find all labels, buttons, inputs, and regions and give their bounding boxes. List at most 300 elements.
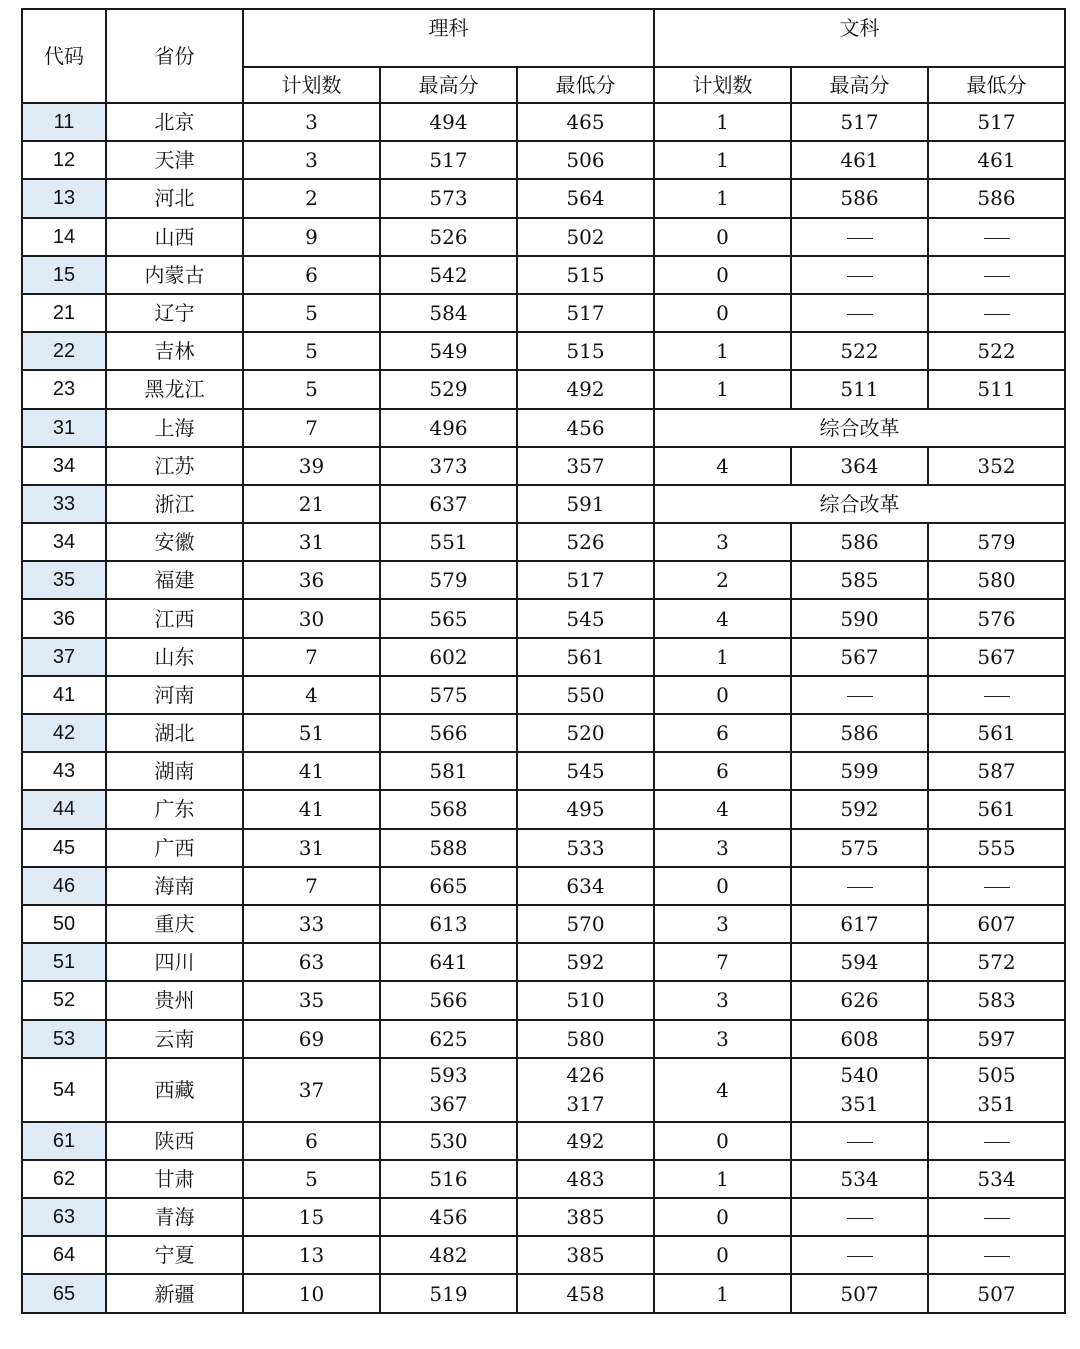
arts-plan-cell: 3 bbox=[654, 829, 791, 867]
header-science-plan: 计划数 bbox=[243, 67, 380, 103]
arts-min-cell: 587 bbox=[928, 752, 1065, 790]
arts-plan-cell: 1 bbox=[654, 370, 791, 408]
science-plan-cell: 41 bbox=[243, 752, 380, 790]
province-code-cell: 44 bbox=[22, 790, 106, 828]
province-code-cell: 36 bbox=[22, 599, 106, 637]
table-row bbox=[22, 332, 1065, 370]
arts-min-cell bbox=[928, 867, 1065, 905]
science-max-cell: 602 bbox=[380, 638, 517, 676]
science-min-cell: 492 bbox=[517, 1122, 654, 1160]
province-name-cell: 广西 bbox=[106, 829, 243, 867]
science-max-cell: 566 bbox=[380, 981, 517, 1019]
province-code-cell: 33 bbox=[22, 485, 106, 523]
province-name-cell: 新疆 bbox=[106, 1274, 243, 1312]
table-row bbox=[22, 409, 1065, 447]
science-plan-cell: 2 bbox=[243, 179, 380, 217]
province-name-cell: 重庆 bbox=[106, 905, 243, 943]
province-name-cell: 山东 bbox=[106, 638, 243, 676]
table-row bbox=[22, 1160, 1065, 1198]
arts-min-cell bbox=[928, 218, 1065, 256]
province-code-cell: 53 bbox=[22, 1020, 106, 1058]
province-name-cell: 青海 bbox=[106, 1198, 243, 1236]
science-min-cell: 561 bbox=[517, 638, 654, 676]
admission-score-table bbox=[21, 8, 1066, 1314]
province-name-cell: 北京 bbox=[106, 103, 243, 141]
arts-max-cell: 586 bbox=[791, 179, 928, 217]
arts-plan-cell: 7 bbox=[654, 943, 791, 981]
arts-max-cell: 626 bbox=[791, 981, 928, 1019]
arts-min-cell: 461 bbox=[928, 141, 1065, 179]
science-min-cell: 517 bbox=[517, 561, 654, 599]
science-plan-cell: 13 bbox=[243, 1236, 380, 1274]
arts-plan-cell: 0 bbox=[654, 294, 791, 332]
dash-mark bbox=[847, 314, 873, 315]
science-max-cell: 641 bbox=[380, 943, 517, 981]
science-max-cell: 373 bbox=[380, 447, 517, 485]
arts-max-cell: 522 bbox=[791, 332, 928, 370]
province-code-cell: 41 bbox=[22, 676, 106, 714]
arts-min-cell: 561 bbox=[928, 790, 1065, 828]
science-max-cell: 456 bbox=[380, 1198, 517, 1236]
science-plan-cell: 31 bbox=[243, 829, 380, 867]
science-plan-cell: 69 bbox=[243, 1020, 380, 1058]
science-max-cell: 519 bbox=[380, 1274, 517, 1312]
science-max-cell: 526 bbox=[380, 218, 517, 256]
science-plan-cell: 35 bbox=[243, 981, 380, 1019]
province-name-cell: 江西 bbox=[106, 599, 243, 637]
table-row bbox=[22, 714, 1065, 752]
table-row bbox=[22, 981, 1065, 1019]
arts-plan-cell: 0 bbox=[654, 676, 791, 714]
science-min-cell: 385 bbox=[517, 1236, 654, 1274]
arts-min-cell bbox=[928, 1122, 1065, 1160]
province-name-cell: 甘肃 bbox=[106, 1160, 243, 1198]
province-code-cell: 54 bbox=[22, 1058, 106, 1122]
table-row bbox=[22, 1236, 1065, 1274]
table-row bbox=[22, 676, 1065, 714]
arts-min-cell: 597 bbox=[928, 1020, 1065, 1058]
table-row bbox=[22, 447, 1065, 485]
science-max-cell: 568 bbox=[380, 790, 517, 828]
arts-min-cell: 583 bbox=[928, 981, 1065, 1019]
arts-min-cell: 586 bbox=[928, 179, 1065, 217]
province-code-cell: 14 bbox=[22, 218, 106, 256]
header-arts-plan: 计划数 bbox=[654, 67, 791, 103]
arts-max-cell bbox=[791, 294, 928, 332]
arts-plan-cell: 1 bbox=[654, 1274, 791, 1312]
arts-max-cell: 594 bbox=[791, 943, 928, 981]
province-name-cell: 吉林 bbox=[106, 332, 243, 370]
arts-plan-cell: 0 bbox=[654, 867, 791, 905]
arts-min-cell: 517 bbox=[928, 103, 1065, 141]
science-max-cell: 581 bbox=[380, 752, 517, 790]
province-name-cell: 内蒙古 bbox=[106, 256, 243, 294]
arts-min-cell: 555 bbox=[928, 829, 1065, 867]
science-min-cell: 550 bbox=[517, 676, 654, 714]
science-plan-cell: 9 bbox=[243, 218, 380, 256]
arts-max-cell: 511 bbox=[791, 370, 928, 408]
arts-max-cell: 586 bbox=[791, 523, 928, 561]
header-arts-min: 最低分 bbox=[928, 67, 1065, 103]
science-max-cell: 593 367 bbox=[380, 1058, 517, 1122]
science-plan-cell: 7 bbox=[243, 638, 380, 676]
table-row bbox=[22, 103, 1065, 141]
province-code-cell: 61 bbox=[22, 1122, 106, 1160]
arts-min-cell: 561 bbox=[928, 714, 1065, 752]
comprehensive-reform-cell: 综合改革 bbox=[654, 485, 1065, 523]
arts-max-cell bbox=[791, 218, 928, 256]
table-row bbox=[22, 867, 1065, 905]
province-code-cell: 43 bbox=[22, 752, 106, 790]
arts-plan-cell: 4 bbox=[654, 447, 791, 485]
arts-min-cell bbox=[928, 294, 1065, 332]
science-max-cell: 637 bbox=[380, 485, 517, 523]
province-name-cell: 江苏 bbox=[106, 447, 243, 485]
science-plan-cell: 51 bbox=[243, 714, 380, 752]
arts-max-cell: 567 bbox=[791, 638, 928, 676]
province-code-cell: 12 bbox=[22, 141, 106, 179]
science-plan-cell: 30 bbox=[243, 599, 380, 637]
arts-plan-cell: 3 bbox=[654, 523, 791, 561]
arts-min-cell: 507 bbox=[928, 1274, 1065, 1312]
science-max-cell: 517 bbox=[380, 141, 517, 179]
dash-mark bbox=[847, 238, 873, 239]
arts-max-cell: 617 bbox=[791, 905, 928, 943]
science-min-cell: 526 bbox=[517, 523, 654, 561]
science-min-cell: 456 bbox=[517, 409, 654, 447]
table-row bbox=[22, 599, 1065, 637]
arts-max-cell: 590 bbox=[791, 599, 928, 637]
province-code-cell: 21 bbox=[22, 294, 106, 332]
arts-max-cell bbox=[791, 1236, 928, 1274]
science-max-cell: 566 bbox=[380, 714, 517, 752]
science-min-cell: 506 bbox=[517, 141, 654, 179]
province-code-cell: 34 bbox=[22, 523, 106, 561]
science-max-cell: 665 bbox=[380, 867, 517, 905]
arts-min-cell: 567 bbox=[928, 638, 1065, 676]
science-plan-cell: 3 bbox=[243, 141, 380, 179]
province-code-cell: 13 bbox=[22, 179, 106, 217]
science-max-cell: 579 bbox=[380, 561, 517, 599]
table-row bbox=[22, 294, 1065, 332]
arts-min-cell: 579 bbox=[928, 523, 1065, 561]
science-min-cell: 495 bbox=[517, 790, 654, 828]
province-name-cell: 湖北 bbox=[106, 714, 243, 752]
arts-max-cell: 540 351 bbox=[791, 1058, 928, 1122]
science-plan-cell: 15 bbox=[243, 1198, 380, 1236]
dash-mark bbox=[984, 1142, 1010, 1143]
arts-plan-cell: 1 bbox=[654, 103, 791, 141]
dash-mark bbox=[847, 887, 873, 888]
arts-min-cell: 534 bbox=[928, 1160, 1065, 1198]
arts-max-cell: 517 bbox=[791, 103, 928, 141]
arts-max-cell: 461 bbox=[791, 141, 928, 179]
arts-min-cell: 505 351 bbox=[928, 1058, 1065, 1122]
science-min-cell: 458 bbox=[517, 1274, 654, 1312]
province-name-cell: 海南 bbox=[106, 867, 243, 905]
arts-max-cell: 592 bbox=[791, 790, 928, 828]
province-name-cell: 河南 bbox=[106, 676, 243, 714]
province-code-cell: 65 bbox=[22, 1274, 106, 1312]
table-body bbox=[22, 103, 1065, 1313]
science-max-cell: 625 bbox=[380, 1020, 517, 1058]
province-code-cell: 35 bbox=[22, 561, 106, 599]
science-plan-cell: 5 bbox=[243, 1160, 380, 1198]
table-row bbox=[22, 1274, 1065, 1312]
table-row bbox=[22, 179, 1065, 217]
science-max-cell: 529 bbox=[380, 370, 517, 408]
science-max-cell: 573 bbox=[380, 179, 517, 217]
table-row bbox=[22, 752, 1065, 790]
province-code-cell: 51 bbox=[22, 943, 106, 981]
arts-max-cell: 507 bbox=[791, 1274, 928, 1312]
table-row bbox=[22, 256, 1065, 294]
arts-max-cell bbox=[791, 256, 928, 294]
science-plan-cell: 41 bbox=[243, 790, 380, 828]
table-row bbox=[22, 638, 1065, 676]
science-min-cell: 465 bbox=[517, 103, 654, 141]
header-science-max: 最高分 bbox=[380, 67, 517, 103]
science-max-cell: 584 bbox=[380, 294, 517, 332]
arts-plan-cell: 3 bbox=[654, 981, 791, 1019]
province-code-cell: 31 bbox=[22, 409, 106, 447]
province-name-cell: 上海 bbox=[106, 409, 243, 447]
arts-max-cell: 364 bbox=[791, 447, 928, 485]
science-min-cell: 564 bbox=[517, 179, 654, 217]
arts-plan-cell: 1 bbox=[654, 1160, 791, 1198]
province-code-cell: 23 bbox=[22, 370, 106, 408]
province-code-cell: 11 bbox=[22, 103, 106, 141]
table-row bbox=[22, 523, 1065, 561]
science-min-cell: 591 bbox=[517, 485, 654, 523]
arts-min-cell: 580 bbox=[928, 561, 1065, 599]
province-name-cell: 天津 bbox=[106, 141, 243, 179]
arts-max-cell: 608 bbox=[791, 1020, 928, 1058]
science-plan-cell: 7 bbox=[243, 867, 380, 905]
arts-min-cell: 576 bbox=[928, 599, 1065, 637]
table-row bbox=[22, 943, 1065, 981]
arts-plan-cell: 1 bbox=[654, 332, 791, 370]
province-code-cell: 45 bbox=[22, 829, 106, 867]
comprehensive-reform-cell: 综合改革 bbox=[654, 409, 1065, 447]
science-plan-cell: 5 bbox=[243, 332, 380, 370]
arts-max-cell bbox=[791, 1122, 928, 1160]
arts-min-cell: 572 bbox=[928, 943, 1065, 981]
science-min-cell: 592 bbox=[517, 943, 654, 981]
science-plan-cell: 7 bbox=[243, 409, 380, 447]
science-min-cell: 520 bbox=[517, 714, 654, 752]
science-min-cell: 515 bbox=[517, 256, 654, 294]
science-plan-cell: 39 bbox=[243, 447, 380, 485]
header-arts-max: 最高分 bbox=[791, 67, 928, 103]
table-row bbox=[22, 829, 1065, 867]
dash-mark bbox=[984, 1256, 1010, 1257]
science-min-cell: 533 bbox=[517, 829, 654, 867]
province-code-cell: 62 bbox=[22, 1160, 106, 1198]
arts-max-cell bbox=[791, 676, 928, 714]
province-name-cell: 河北 bbox=[106, 179, 243, 217]
arts-min-cell bbox=[928, 1236, 1065, 1274]
dash-mark bbox=[984, 276, 1010, 277]
arts-plan-cell: 4 bbox=[654, 1058, 791, 1122]
province-code-cell: 42 bbox=[22, 714, 106, 752]
science-max-cell: 496 bbox=[380, 409, 517, 447]
dash-mark bbox=[847, 1256, 873, 1257]
science-min-cell: 492 bbox=[517, 370, 654, 408]
arts-min-cell bbox=[928, 676, 1065, 714]
science-min-cell: 570 bbox=[517, 905, 654, 943]
science-plan-cell: 31 bbox=[243, 523, 380, 561]
science-min-cell: 545 bbox=[517, 599, 654, 637]
province-name-cell: 安徽 bbox=[106, 523, 243, 561]
dash-mark bbox=[984, 696, 1010, 697]
science-min-cell: 517 bbox=[517, 294, 654, 332]
province-code-cell: 52 bbox=[22, 981, 106, 1019]
table-row bbox=[22, 905, 1065, 943]
science-max-cell: 530 bbox=[380, 1122, 517, 1160]
science-plan-cell: 6 bbox=[243, 256, 380, 294]
science-max-cell: 551 bbox=[380, 523, 517, 561]
arts-plan-cell: 0 bbox=[654, 1122, 791, 1160]
table-row bbox=[22, 370, 1065, 408]
science-plan-cell: 63 bbox=[243, 943, 380, 981]
dash-mark bbox=[984, 887, 1010, 888]
arts-plan-cell: 3 bbox=[654, 905, 791, 943]
science-max-cell: 549 bbox=[380, 332, 517, 370]
table-row bbox=[22, 1058, 1065, 1122]
science-min-cell: 483 bbox=[517, 1160, 654, 1198]
header-science-min: 最低分 bbox=[517, 67, 654, 103]
science-max-cell: 613 bbox=[380, 905, 517, 943]
science-max-cell: 565 bbox=[380, 599, 517, 637]
science-min-cell: 502 bbox=[517, 218, 654, 256]
science-plan-cell: 5 bbox=[243, 370, 380, 408]
province-code-cell: 37 bbox=[22, 638, 106, 676]
science-min-cell: 385 bbox=[517, 1198, 654, 1236]
dash-mark bbox=[984, 1218, 1010, 1219]
header-province: 省份 bbox=[106, 9, 243, 103]
dash-mark bbox=[847, 276, 873, 277]
arts-min-cell bbox=[928, 256, 1065, 294]
science-min-cell: 580 bbox=[517, 1020, 654, 1058]
province-name-cell: 浙江 bbox=[106, 485, 243, 523]
province-name-cell: 湖南 bbox=[106, 752, 243, 790]
science-plan-cell: 4 bbox=[243, 676, 380, 714]
dash-mark bbox=[984, 238, 1010, 239]
dash-mark bbox=[847, 1218, 873, 1219]
science-max-cell: 588 bbox=[380, 829, 517, 867]
science-min-cell: 515 bbox=[517, 332, 654, 370]
arts-plan-cell: 4 bbox=[654, 599, 791, 637]
science-max-cell: 542 bbox=[380, 256, 517, 294]
table-row bbox=[22, 1198, 1065, 1236]
science-plan-cell: 5 bbox=[243, 294, 380, 332]
arts-min-cell: 511 bbox=[928, 370, 1065, 408]
science-plan-cell: 10 bbox=[243, 1274, 380, 1312]
science-plan-cell: 3 bbox=[243, 103, 380, 141]
province-name-cell: 山西 bbox=[106, 218, 243, 256]
table-row bbox=[22, 141, 1065, 179]
province-name-cell: 辽宁 bbox=[106, 294, 243, 332]
province-code-cell: 22 bbox=[22, 332, 106, 370]
arts-min-cell: 522 bbox=[928, 332, 1065, 370]
science-min-cell: 545 bbox=[517, 752, 654, 790]
header-arts: 文科 bbox=[654, 9, 1065, 67]
province-name-cell: 宁夏 bbox=[106, 1236, 243, 1274]
arts-max-cell: 586 bbox=[791, 714, 928, 752]
dash-mark bbox=[847, 696, 873, 697]
arts-max-cell: 575 bbox=[791, 829, 928, 867]
arts-max-cell bbox=[791, 867, 928, 905]
province-code-cell: 15 bbox=[22, 256, 106, 294]
arts-plan-cell: 4 bbox=[654, 790, 791, 828]
arts-min-cell bbox=[928, 1198, 1065, 1236]
science-plan-cell: 36 bbox=[243, 561, 380, 599]
province-name-cell: 广东 bbox=[106, 790, 243, 828]
arts-plan-cell: 0 bbox=[654, 1198, 791, 1236]
header-code: 代码 bbox=[22, 9, 106, 103]
province-name-cell: 云南 bbox=[106, 1020, 243, 1058]
science-max-cell: 494 bbox=[380, 103, 517, 141]
province-code-cell: 46 bbox=[22, 867, 106, 905]
province-name-cell: 西藏 bbox=[106, 1058, 243, 1122]
arts-plan-cell: 6 bbox=[654, 714, 791, 752]
science-min-cell: 510 bbox=[517, 981, 654, 1019]
arts-plan-cell: 1 bbox=[654, 638, 791, 676]
header-science: 理科 bbox=[243, 9, 654, 67]
province-code-cell: 63 bbox=[22, 1198, 106, 1236]
table-row bbox=[22, 790, 1065, 828]
science-plan-cell: 33 bbox=[243, 905, 380, 943]
science-plan-cell: 37 bbox=[243, 1058, 380, 1122]
science-min-cell: 426 317 bbox=[517, 1058, 654, 1122]
province-code-cell: 34 bbox=[22, 447, 106, 485]
table-row bbox=[22, 1020, 1065, 1058]
table-header bbox=[22, 9, 1065, 103]
province-code-cell: 64 bbox=[22, 1236, 106, 1274]
province-name-cell: 黑龙江 bbox=[106, 370, 243, 408]
science-plan-cell: 6 bbox=[243, 1122, 380, 1160]
arts-max-cell: 599 bbox=[791, 752, 928, 790]
arts-max-cell: 534 bbox=[791, 1160, 928, 1198]
table-row bbox=[22, 485, 1065, 523]
arts-plan-cell: 2 bbox=[654, 561, 791, 599]
science-max-cell: 516 bbox=[380, 1160, 517, 1198]
arts-max-cell: 585 bbox=[791, 561, 928, 599]
province-name-cell: 福建 bbox=[106, 561, 243, 599]
arts-plan-cell: 0 bbox=[654, 218, 791, 256]
table-row bbox=[22, 218, 1065, 256]
science-plan-cell: 21 bbox=[243, 485, 380, 523]
arts-plan-cell: 1 bbox=[654, 141, 791, 179]
science-min-cell: 357 bbox=[517, 447, 654, 485]
table-row bbox=[22, 561, 1065, 599]
table-row bbox=[22, 1122, 1065, 1160]
science-max-cell: 482 bbox=[380, 1236, 517, 1274]
arts-plan-cell: 6 bbox=[654, 752, 791, 790]
arts-plan-cell: 1 bbox=[654, 179, 791, 217]
province-name-cell: 四川 bbox=[106, 943, 243, 981]
dash-mark bbox=[847, 1142, 873, 1143]
arts-plan-cell: 0 bbox=[654, 256, 791, 294]
dash-mark bbox=[984, 314, 1010, 315]
province-name-cell: 贵州 bbox=[106, 981, 243, 1019]
science-max-cell: 575 bbox=[380, 676, 517, 714]
arts-max-cell bbox=[791, 1198, 928, 1236]
province-code-cell: 50 bbox=[22, 905, 106, 943]
arts-plan-cell: 0 bbox=[654, 1236, 791, 1274]
science-min-cell: 634 bbox=[517, 867, 654, 905]
